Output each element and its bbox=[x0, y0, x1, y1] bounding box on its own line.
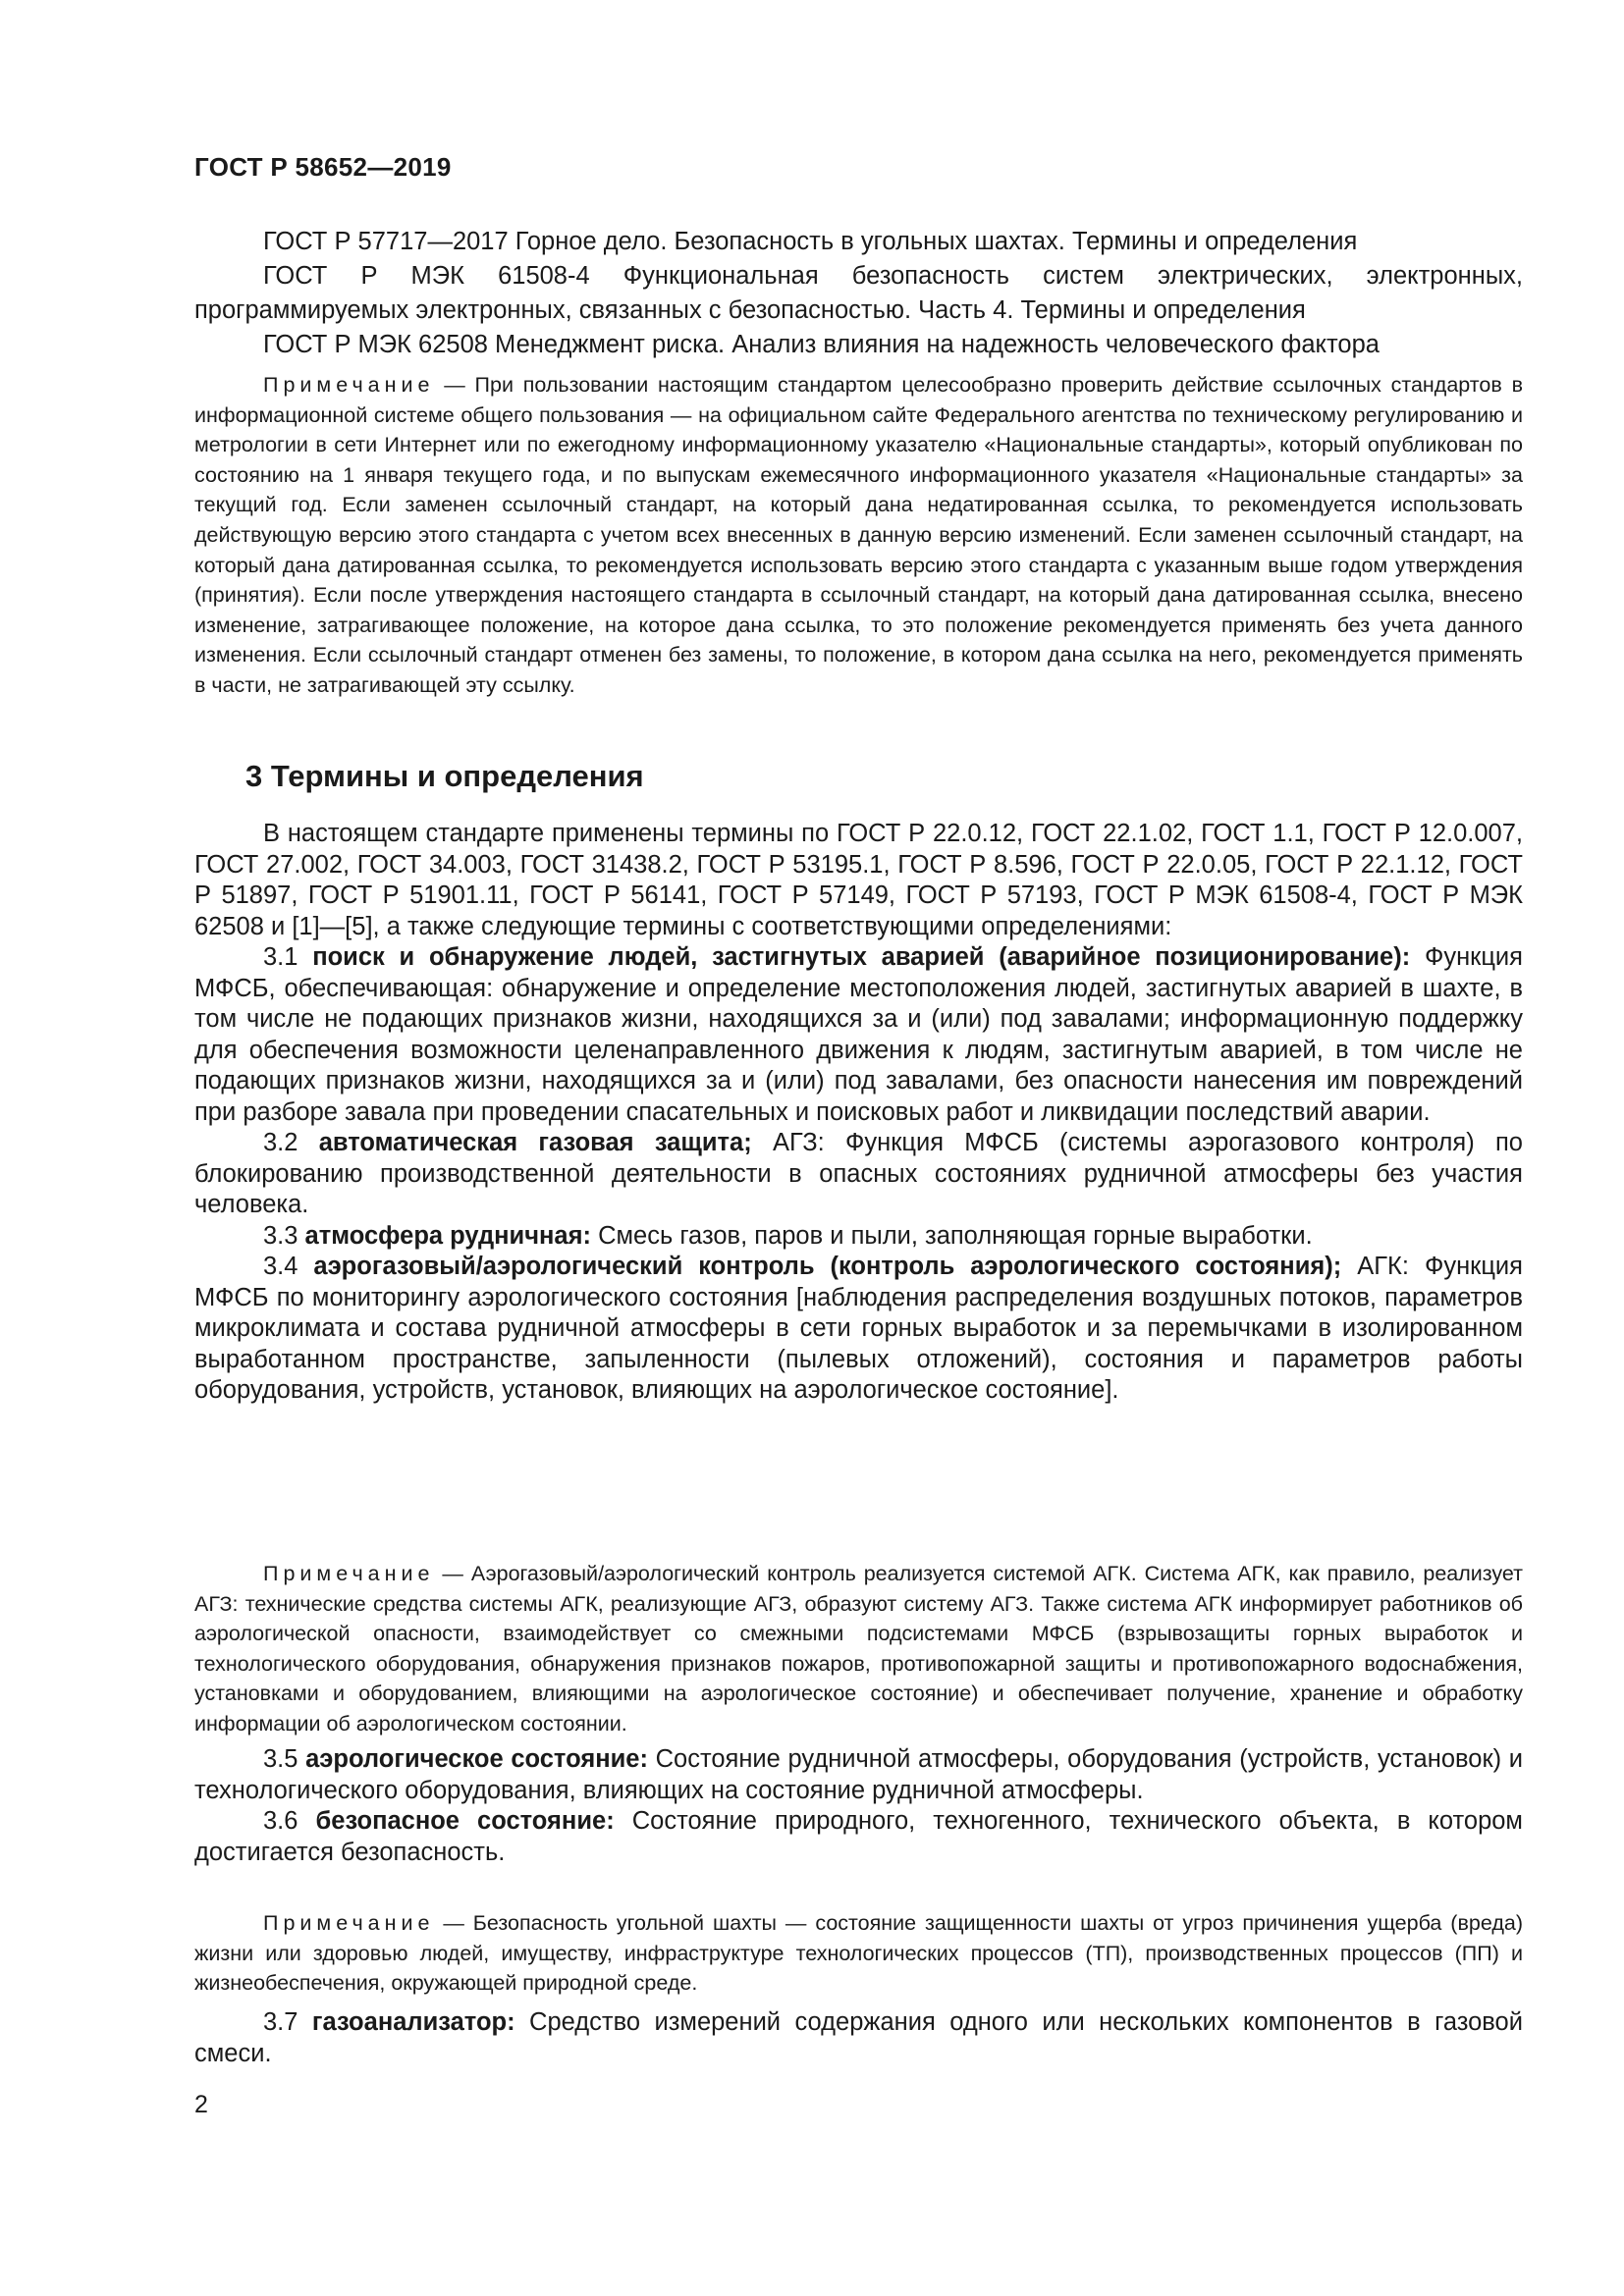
reference-item: ГОСТ Р МЭК 61508-4 Функциональная безопасность систем электрических, электронных, программируемых электронных, связанных с безопасностью. Часть 4. Термины и определения bbox=[194, 262, 1523, 324]
term-name: аэрологическое состояние: bbox=[305, 1745, 648, 1773]
reference-item: ГОСТ Р МЭК 62508 Менеджмент риска. Анализ влияния на надежность человеческого фактора bbox=[263, 331, 1380, 358]
note-label: Примечание bbox=[263, 1562, 435, 1585]
reference-item: ГОСТ Р 57717—2017 Горное дело. Безопасность в угольных шахтах. Термины и определения bbox=[263, 228, 1358, 255]
document-header: ГОСТ Р 58652—2019 bbox=[194, 152, 452, 182]
normative-references bbox=[194, 225, 1523, 362]
note-text: Безопасность угольной шахты — состояние защищенности шахты от угроз причинения ущерба (вреда) жизни или здоровью людей, имуществу, инфраструктуре технологических процессов (ТП), производственных процессов (ПП) и жизнеобеспечения, окружающей природной среде. bbox=[194, 1911, 1523, 1996]
term-entry: 3.5 аэрологическое состояние: Состояние рудничной атмосферы, оборудования (устройств, установок) и технологического оборудования, влияющих на состояние рудничной атмосферы. bbox=[194, 1745, 1523, 1804]
note-label: Примечание bbox=[263, 373, 435, 397]
term-entry: 3.6 безопасное состояние: Состояние природного, техногенного, технического объекта, в котором достигается безопасность. bbox=[194, 1807, 1523, 1866]
term-name: безопасное состояние: bbox=[315, 1807, 615, 1835]
term-entry: 3.1 поиск и обнаружение людей, застигнутых аварией (аварийное позиционирование): Функция МФСБ, обеспечивающая: обнаружение и определение местоположения людей, застигнутых аварией в шахте, в том числе не подающих признаков жизни, находящихся за и (или) под завалами; информационную поддержку для обеспечения возможности целенаправленного движения к людям, застигнутым аварией, в том числе не подающих признаков жизни, находящихся за и (или) под завалами, без опасности нанесения им повреждений при разборе завала при проведении спасательных и поисковых работ и ликвидации последствий аварии. bbox=[194, 943, 1523, 1126]
terms-block-1 bbox=[194, 819, 1523, 1407]
term-entry: 3.7 газоанализатор: Средство измерений содержания одного или нескольких компонентов в газовой смеси. bbox=[194, 2008, 1523, 2067]
term-name: газоанализатор: bbox=[311, 2008, 515, 2036]
term-entry: 3.2 автоматическая газовая защита; АГЗ: Функция МФСБ (системы аэрогазового контроля) по блокированию производственной деятельности в опасных состояниях рудничной атмосферы без участия человека. bbox=[194, 1129, 1523, 1218]
terms-block-2 bbox=[194, 1744, 1523, 1868]
term-name: автоматическая газовая защита; bbox=[318, 1129, 752, 1156]
note-agk: Примечание — Аэрогазовый/аэрологический контроль реализуется системой АГК. Система АГК, как правило, реализует АГЗ: технические средства системы АГК, реализующие АГЗ, образуют систему АГЗ. Также система АГК информирует работников об аэрологической опасности, взаимодействует со смежными подсистемами МФСБ (взрывозащиты горных выработок и технологического оборудования, обнаружения признаков пожаров, противопожарной защиты и противопожарного водоснабжения, установками и оборудованием, влияющими на аэрологическое состояние) и обеспечивает получение, хранение и обработку информации об аэрологическом состоянии. bbox=[194, 1562, 1523, 1735]
term-entry: 3.4 аэрогазовый/аэрологический контроль (контроль аэрологического состояния); АГК: Функция МФСБ по мониторингу аэрологического состояния [наблюдения распределения воздушных потоков, параметров микроклимата и состава рудничной атмосферы в сети горных выработок и за перемычками в изолированном выработанном пространстве, запыленности (пылевых отложений), состояния и параметров работы оборудования, устройств, установок, влияющих на аэрологическое состояние]. bbox=[194, 1253, 1523, 1404]
terms-block-3 bbox=[194, 2007, 1523, 2069]
term-name: аэрогазовый/аэрологический контроль (контроль аэрологического состояния); bbox=[313, 1253, 1342, 1280]
term-name: поиск и обнаружение людей, застигнутых аварией (аварийное позиционирование): bbox=[312, 943, 1411, 971]
note-label: Примечание bbox=[263, 1911, 435, 1935]
note-text: Аэрогазовый/аэрологический контроль реализуется системой АГК. Система АГК, как правило, реализует АГЗ: технические средства системы АГК, реализующие АГЗ, образуют систему АГЗ. Также система АГК информирует работников об аэрологической опасности, взаимодействует со смежными подсистемами МФСБ (взрывозащиты горных выработок и технологического оборудования, обнаружения признаков пожаров, противопожарной защиты и противопожарного водоснабжения, установками и оборудованием, влияющими на аэрологическое состояние) и обеспечивает получение, хранение и обработку информации об аэрологическом состоянии. bbox=[194, 1562, 1523, 1735]
page-number: 2 bbox=[194, 2091, 208, 2118]
section-title: 3 Термины и определения bbox=[245, 759, 644, 793]
term-name: атмосфера рудничная: bbox=[304, 1221, 591, 1250]
note-safety: Примечание — Безопасность угольной шахты — состояние защищенности шахты от угроз причинения ущерба (вреда) жизни или здоровью людей, имуществу, инфраструктуре технологических процессов (ТП), производственных процессов (ПП) и жизнеобеспечения, окружающей природной среде. bbox=[194, 1911, 1523, 1996]
note-references: Примечание — При пользовании настоящим стандартом целесообразно проверить действие ссылочных стандартов в информационной системе общего пользования — на официальном сайте Федерального агентства по техническому регулированию и метрологии в сети Интернет или по ежегодному информационному указателю «Национальные стандарты», который опубликован по состоянию на 1 января текущего года, и по выпускам ежемесячного информационного указателя «Национальные стандарты» за текущий год. Если заменен ссылочный стандарт, на который дана недатированная ссылка, то рекомендуется использовать действующую версию этого стандарта с учетом всех внесенных в данную версию изменений. Если заменен ссылочный стандарт, на который дана датированная ссылка, то рекомендуется использовать версию этого стандарта с указанным выше годом утверждения (принятия). Если после утверждения настоящего стандарта в ссылочный стандарт, на который дана датированная ссылка, внесено изменение, затрагивающее положение, на которое дана ссылка, то это положение рекомендуется применять без учета данного изменения. Если ссылочный стандарт отменен без замены, то положение, в котором дана ссылка на него, рекомендуется применять в части, не затрагивающей эту ссылку. bbox=[194, 373, 1523, 697]
term-entry: 3.3 атмосфера рудничная: Смесь газов, паров и пыли, заполняющая горные выработки. bbox=[263, 1221, 1313, 1250]
note-text: При пользовании настоящим стандартом целесообразно проверить действие ссылочных стандартов в информационной системе общего пользования — на официальном сайте Федерального агентства по техническому регулированию и метрологии в сети Интернет или по ежегодному информационному указателю «Национальные стандарты», который опубликован по состоянию на 1 января текущего года, и по выпускам ежемесячного информационного указателя «Национальные стандарты» за текущий год. Если заменен ссылочный стандарт, на который дана недатированная ссылка, то рекомендуется использовать действующую версию этого стандарта с учетом всех внесенных в данную версию изменений. Если заменен ссылочный стандарт, на который дана датированная ссылка, то рекомендуется использовать версию этого стандарта с указанным выше годом утверждения (принятия). Если после утверждения настоящего стандарта в ссылочный стандарт, на который дана датированная ссылка, внесено изменение, затрагивающее положение, на которое дана ссылка, то это положение рекомендуется применять без учета данного изменения. Если ссылочный стандарт отменен без замены, то положение, в котором дана ссылка на него, рекомендуется применять в части, не затрагивающей эту ссылку. bbox=[194, 373, 1523, 697]
intro-paragraph: В настоящем стандарте применены термины по ГОСТ Р 22.0.12, ГОСТ 22.1.02, ГОСТ 1.1, ГОСТ Р 12.0.007, ГОСТ 27.002, ГОСТ 34.003, ГОСТ 31438.2, ГОСТ Р 53195.1, ГОСТ Р 8.596, ГОСТ Р 22.0.05, ГОСТ Р 22.1.12, ГОСТ Р 51897, ГОСТ Р 51901.11, ГОСТ Р 56141, ГОСТ Р 57149, ГОСТ Р 57193, ГОСТ Р МЭК 61508-4, ГОСТ Р МЭК 62508 и [1]—[5], а также следующие термины с соответствующими определениями: bbox=[194, 820, 1523, 940]
